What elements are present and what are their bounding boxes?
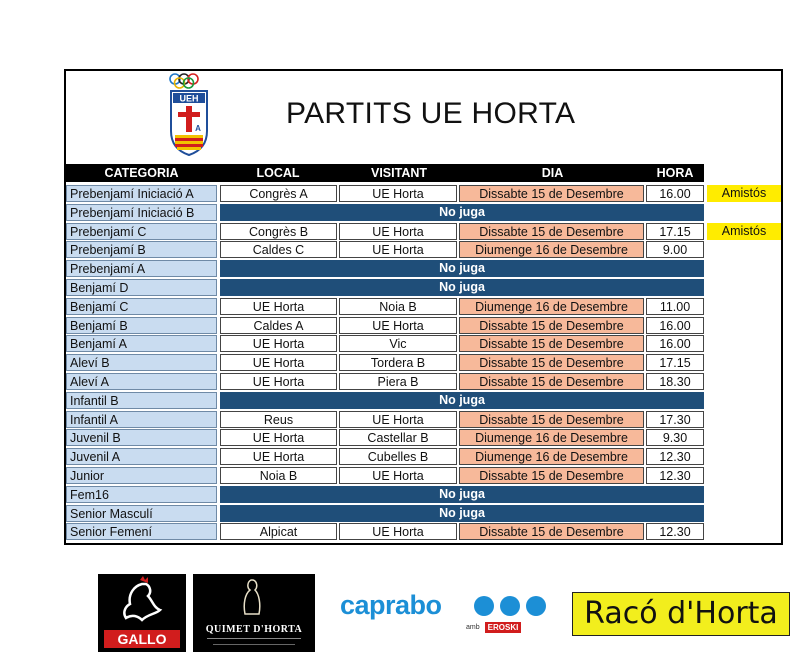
visitant-cell: Noia B <box>339 298 457 315</box>
raco-logo <box>572 592 790 636</box>
header-dia: DIA <box>459 164 646 182</box>
categoria-cell: Prebenjamí A <box>66 260 217 277</box>
hora-cell: 17.15 <box>646 223 704 240</box>
dia-cell: Dissabte 15 de Desembre <box>459 354 644 371</box>
categoria-cell: Aleví A <box>66 373 217 390</box>
table-row <box>66 298 781 315</box>
schedule-sheet <box>64 69 783 545</box>
visitant-cell: UE Horta <box>339 241 457 258</box>
table-row <box>66 354 781 371</box>
local-cell: Reus <box>220 411 337 428</box>
categoria-cell: Prebenjamí Iniciació A <box>66 185 217 202</box>
table-row <box>66 317 781 334</box>
local-cell: UE Horta <box>220 373 337 390</box>
visitant-cell: UE Horta <box>339 523 457 540</box>
table-row <box>66 448 781 465</box>
table-row <box>66 204 781 221</box>
visitant-cell: Tordera B <box>339 354 457 371</box>
local-cell: UE Horta <box>220 298 337 315</box>
table-row <box>66 373 781 390</box>
no-juga-cell: No juga <box>220 392 704 409</box>
local-cell: Congrès B <box>220 223 337 240</box>
local-cell: UE Horta <box>220 335 337 352</box>
dia-cell: Dissabte 15 de Desembre <box>459 467 644 484</box>
gallo-text: GALLO <box>104 630 180 648</box>
local-cell: UE Horta <box>220 429 337 446</box>
categoria-cell: Senior Femení <box>66 523 217 540</box>
table-row <box>66 505 781 522</box>
categoria-cell: Benjamí A <box>66 335 217 352</box>
caprabo-sub: amb <box>466 624 480 631</box>
table-row <box>66 241 781 258</box>
categoria-cell: Juvenil A <box>66 448 217 465</box>
visitant-cell: Vic <box>339 335 457 352</box>
local-cell: Noia B <box>220 467 337 484</box>
table-row <box>66 486 781 503</box>
hora-cell: 18.30 <box>646 373 704 390</box>
categoria-cell: Fem16 <box>66 486 217 503</box>
categoria-cell: Benjamí C <box>66 298 217 315</box>
table-row <box>66 279 781 296</box>
dia-cell: Diumenge 16 de Desembre <box>459 448 644 465</box>
table-row <box>66 429 781 446</box>
header-local: LOCAL <box>217 164 339 182</box>
amistos-badge: Amistós <box>707 185 781 202</box>
svg-text:A: A <box>195 124 201 133</box>
local-cell: UE Horta <box>220 448 337 465</box>
header-hora: HORA <box>646 164 704 182</box>
hora-cell: 12.30 <box>646 448 704 465</box>
table-row <box>66 185 781 202</box>
table-row <box>66 260 781 277</box>
gallo-logo <box>98 574 186 652</box>
visitant-cell: UE Horta <box>339 185 457 202</box>
raco-text: Racó d'Horta <box>584 596 778 631</box>
categoria-cell: Benjamí D <box>66 279 217 296</box>
categoria-cell: Aleví B <box>66 354 217 371</box>
caprabo-logo <box>340 590 555 640</box>
categoria-cell: Prebenjamí Iniciació B <box>66 204 217 221</box>
hora-cell: 9.30 <box>646 429 704 446</box>
caprabo-text: caprabo <box>340 590 442 620</box>
categoria-cell: Prebenjamí C <box>66 223 217 240</box>
local-cell: Congrès A <box>220 185 337 202</box>
caprabo-dots-icon <box>472 594 552 618</box>
dia-cell: Dissabte 15 de Desembre <box>459 335 644 352</box>
categoria-cell: Juvenil B <box>66 429 217 446</box>
hora-cell: 9.00 <box>646 241 704 258</box>
visitant-cell: UE Horta <box>339 317 457 334</box>
dia-cell: Dissabte 15 de Desembre <box>459 523 644 540</box>
svg-text:UEH: UEH <box>179 93 199 104</box>
quimet-logo <box>193 574 315 652</box>
visitant-cell: Piera B <box>339 373 457 390</box>
dia-cell: Dissabte 15 de Desembre <box>459 411 644 428</box>
quimet-divider <box>207 638 301 639</box>
no-juga-cell: No juga <box>220 505 704 522</box>
sponsor-bar <box>0 560 800 656</box>
table-row <box>66 223 781 240</box>
hora-cell: 11.00 <box>646 298 704 315</box>
local-cell: UE Horta <box>220 354 337 371</box>
dia-cell: Diumenge 16 de Desembre <box>459 298 644 315</box>
page-title: PARTITS UE HORTA <box>286 97 576 130</box>
amistos-badge: Amistós <box>707 223 781 240</box>
dia-cell: Diumenge 16 de Desembre <box>459 429 644 446</box>
dia-cell: Dissabte 15 de Desembre <box>459 373 644 390</box>
club-crest-icon <box>167 73 211 157</box>
visitant-cell: UE Horta <box>339 411 457 428</box>
table-header <box>66 164 781 181</box>
no-juga-cell: No juga <box>220 486 704 503</box>
table-row <box>66 467 781 484</box>
table-row <box>66 523 781 540</box>
hora-cell: 16.00 <box>646 185 704 202</box>
local-cell: Caldes C <box>220 241 337 258</box>
dia-cell: Dissabte 15 de Desembre <box>459 185 644 202</box>
categoria-cell: Infantil A <box>66 411 217 428</box>
categoria-cell: Benjamí B <box>66 317 217 334</box>
local-cell: Caldes A <box>220 317 337 334</box>
rooster-icon <box>98 574 186 630</box>
visitant-cell: Castellar B <box>339 429 457 446</box>
visitant-cell: UE Horta <box>339 223 457 240</box>
eroski-text: EROSKI <box>485 622 521 633</box>
no-juga-cell: No juga <box>220 260 704 277</box>
header-visitant: VISITANT <box>339 164 459 182</box>
quimet-text: QUIMET D'HORTA <box>205 624 303 635</box>
no-juga-cell: No juga <box>220 279 704 296</box>
categoria-cell: Prebenjamí B <box>66 241 217 258</box>
hora-cell: 17.15 <box>646 354 704 371</box>
visitant-cell: UE Horta <box>339 467 457 484</box>
local-cell: Alpicat <box>220 523 337 540</box>
no-juga-cell: No juga <box>220 204 704 221</box>
dia-cell: Dissabte 15 de Desembre <box>459 223 644 240</box>
dia-cell: Dissabte 15 de Desembre <box>459 317 644 334</box>
table-row <box>66 411 781 428</box>
hora-cell: 12.30 <box>646 523 704 540</box>
hora-cell: 12.30 <box>646 467 704 484</box>
hora-cell: 17.30 <box>646 411 704 428</box>
categoria-cell: Senior Masculí <box>66 505 217 522</box>
header-categoria: CATEGORIA <box>66 164 217 182</box>
quimet-divider-2 <box>213 644 295 645</box>
dia-cell: Diumenge 16 de Desembre <box>459 241 644 258</box>
categoria-cell: Junior <box>66 467 217 484</box>
hora-cell: 16.00 <box>646 335 704 352</box>
categoria-cell: Infantil B <box>66 392 217 409</box>
table-row <box>66 392 781 409</box>
visitant-cell: Cubelles B <box>339 448 457 465</box>
figure-icon <box>193 574 315 618</box>
hora-cell: 16.00 <box>646 317 704 334</box>
table-row <box>66 335 781 352</box>
